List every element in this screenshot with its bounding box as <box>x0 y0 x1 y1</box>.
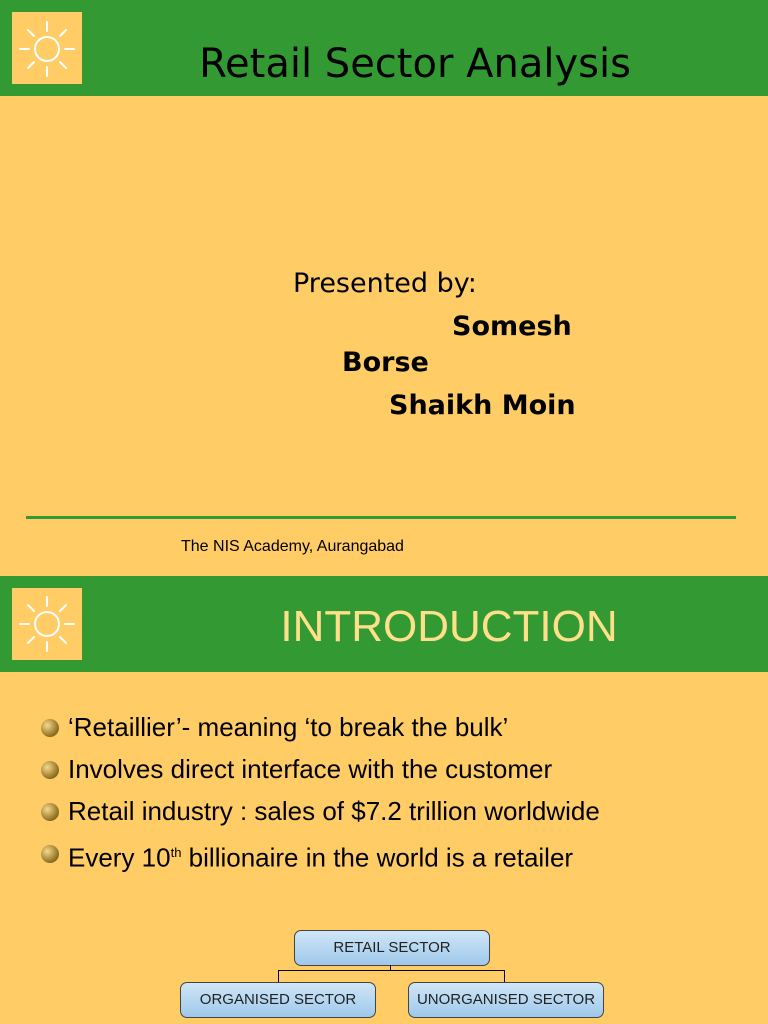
diagram-child-node: ORGANISED SECTOR <box>180 982 376 1018</box>
bullet-ball-icon <box>40 844 60 864</box>
list-item <box>40 790 600 832</box>
presented-by-label: Presented by: <box>293 268 477 299</box>
footer-text: The NIS Academy, Aurangabad <box>181 538 404 555</box>
slide-title: Retail Sector Analysis <box>199 41 631 87</box>
diagram-child-node: UNORGANISED SECTOR <box>408 982 604 1018</box>
presenter-name: Shaikh Moin <box>389 390 576 421</box>
connector-line <box>504 970 505 982</box>
bullet-ball-icon <box>40 760 60 780</box>
bullet-ball-icon <box>40 802 60 822</box>
slide-title: INTRODUCTION <box>280 602 618 651</box>
presenter-name: Borse <box>342 347 429 378</box>
bullet-ball-icon <box>40 718 60 738</box>
list-item <box>40 748 600 790</box>
connector-line <box>278 970 279 982</box>
bullet-text: Every 10 <box>68 842 171 873</box>
ordinal-suffix: th <box>170 845 182 860</box>
connector-line <box>278 970 504 971</box>
bullet-text: billionaire in the world is a retailer <box>181 842 574 873</box>
list-item <box>40 706 600 748</box>
sun-logo-icon <box>12 12 82 84</box>
list-item <box>40 832 600 874</box>
presenter-name: Somesh <box>452 311 572 342</box>
bullet-list <box>40 706 600 874</box>
bullet-text: Retail industry : sales of $7.2 trillion worldwide <box>68 796 600 826</box>
bullet-text: ‘Retaillier’- meaning ‘to break the bulk’ <box>68 712 509 742</box>
divider <box>26 516 736 519</box>
sun-logo-icon <box>12 588 82 660</box>
diagram-root-node: RETAIL SECTOR <box>294 930 490 966</box>
bullet-text: Involves direct interface with the customer <box>68 754 553 784</box>
